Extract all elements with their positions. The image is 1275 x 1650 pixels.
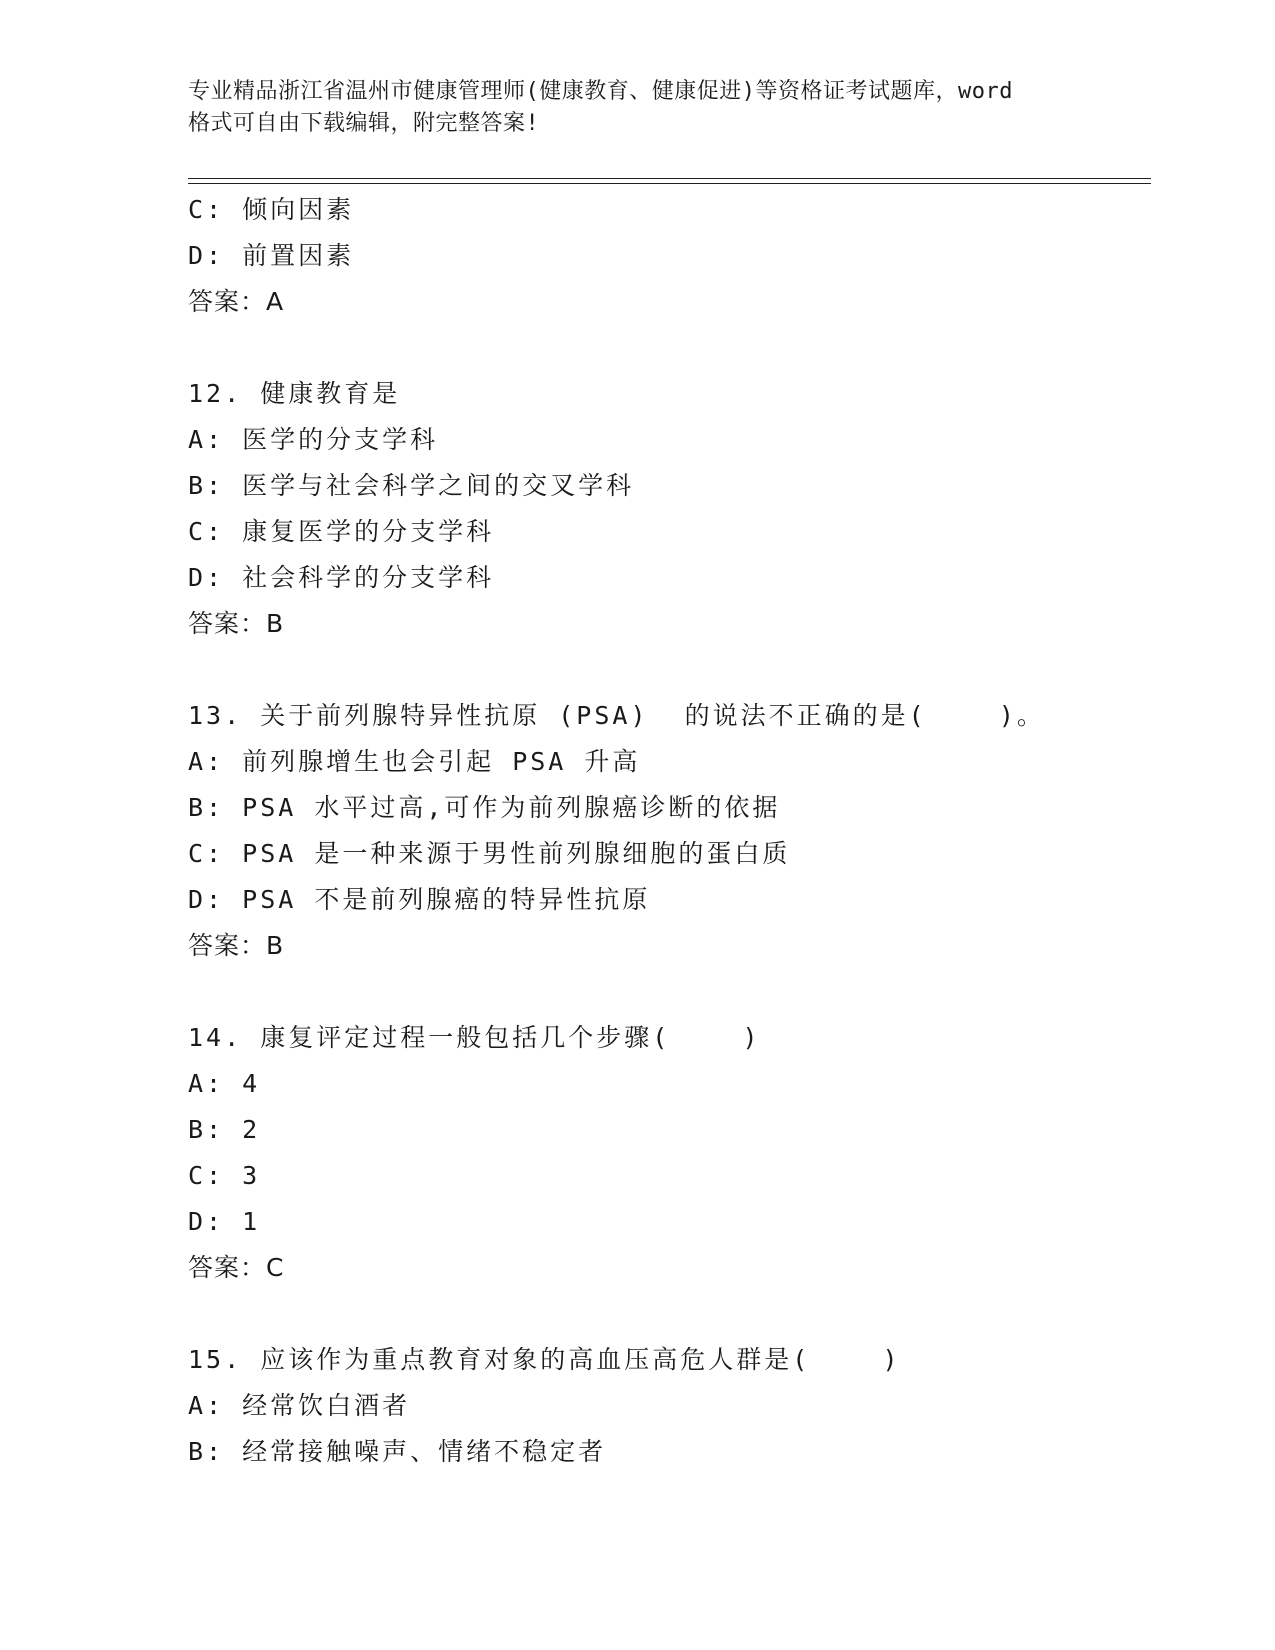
option-d: D: 1 — [188, 1207, 261, 1236]
header-divider-bottom — [188, 183, 1151, 184]
question-stem: 14. 康复评定过程一般包括几个步骤( ) — [188, 1023, 761, 1052]
option-b: B: 经常接触噪声、情绪不稳定者 — [188, 1437, 607, 1466]
option-d: D: PSA 不是前列腺癌的特异性抗原 — [188, 885, 651, 914]
option-a: A: 前列腺增生也会引起 PSA 升高 — [188, 747, 641, 776]
option-a: A: 医学的分支学科 — [188, 425, 439, 454]
page-header — [188, 76, 1088, 140]
option-c: C: 3 — [188, 1161, 261, 1190]
header-line-1: 专业精品浙江省温州市健康管理师(健康教育、健康促进)等资格证考试题库，word — [188, 79, 1013, 104]
option-b: B: 2 — [188, 1115, 261, 1144]
option-a: A: 经常饮白酒者 — [188, 1391, 411, 1420]
answer-line: 答案：B — [188, 931, 285, 960]
question-stem: 12. 健康教育是 — [188, 379, 401, 408]
question-list — [188, 187, 1151, 1475]
question-stem: 13. 关于前列腺特异性抗原 (PSA) 的说法不正确的是( )。 — [188, 701, 1045, 730]
option-a: A: 4 — [188, 1069, 261, 1098]
answer-line: 答案：A — [188, 287, 285, 316]
option-d: D: 社会科学的分支学科 — [188, 563, 495, 592]
option-c: C: 倾向因素 — [188, 195, 355, 224]
option-c: C: 康复医学的分支学科 — [188, 517, 495, 546]
option-c: C: PSA 是一种来源于男性前列腺细胞的蛋白质 — [188, 839, 791, 868]
question-stem: 15. 应该作为重点教育对象的高血压高危人群是( ) — [188, 1345, 901, 1374]
option-b: B: PSA 水平过高,可作为前列腺癌诊断的依据 — [188, 793, 781, 822]
option-b: B: 医学与社会科学之间的交叉学科 — [188, 471, 635, 500]
header-line-2: 格式可自由下载编辑，附完整答案! — [188, 111, 540, 136]
header-divider-top — [188, 178, 1151, 179]
option-d: D: 前置因素 — [188, 241, 355, 270]
answer-line: 答案：C — [188, 1253, 285, 1282]
answer-line: 答案：B — [188, 609, 285, 638]
